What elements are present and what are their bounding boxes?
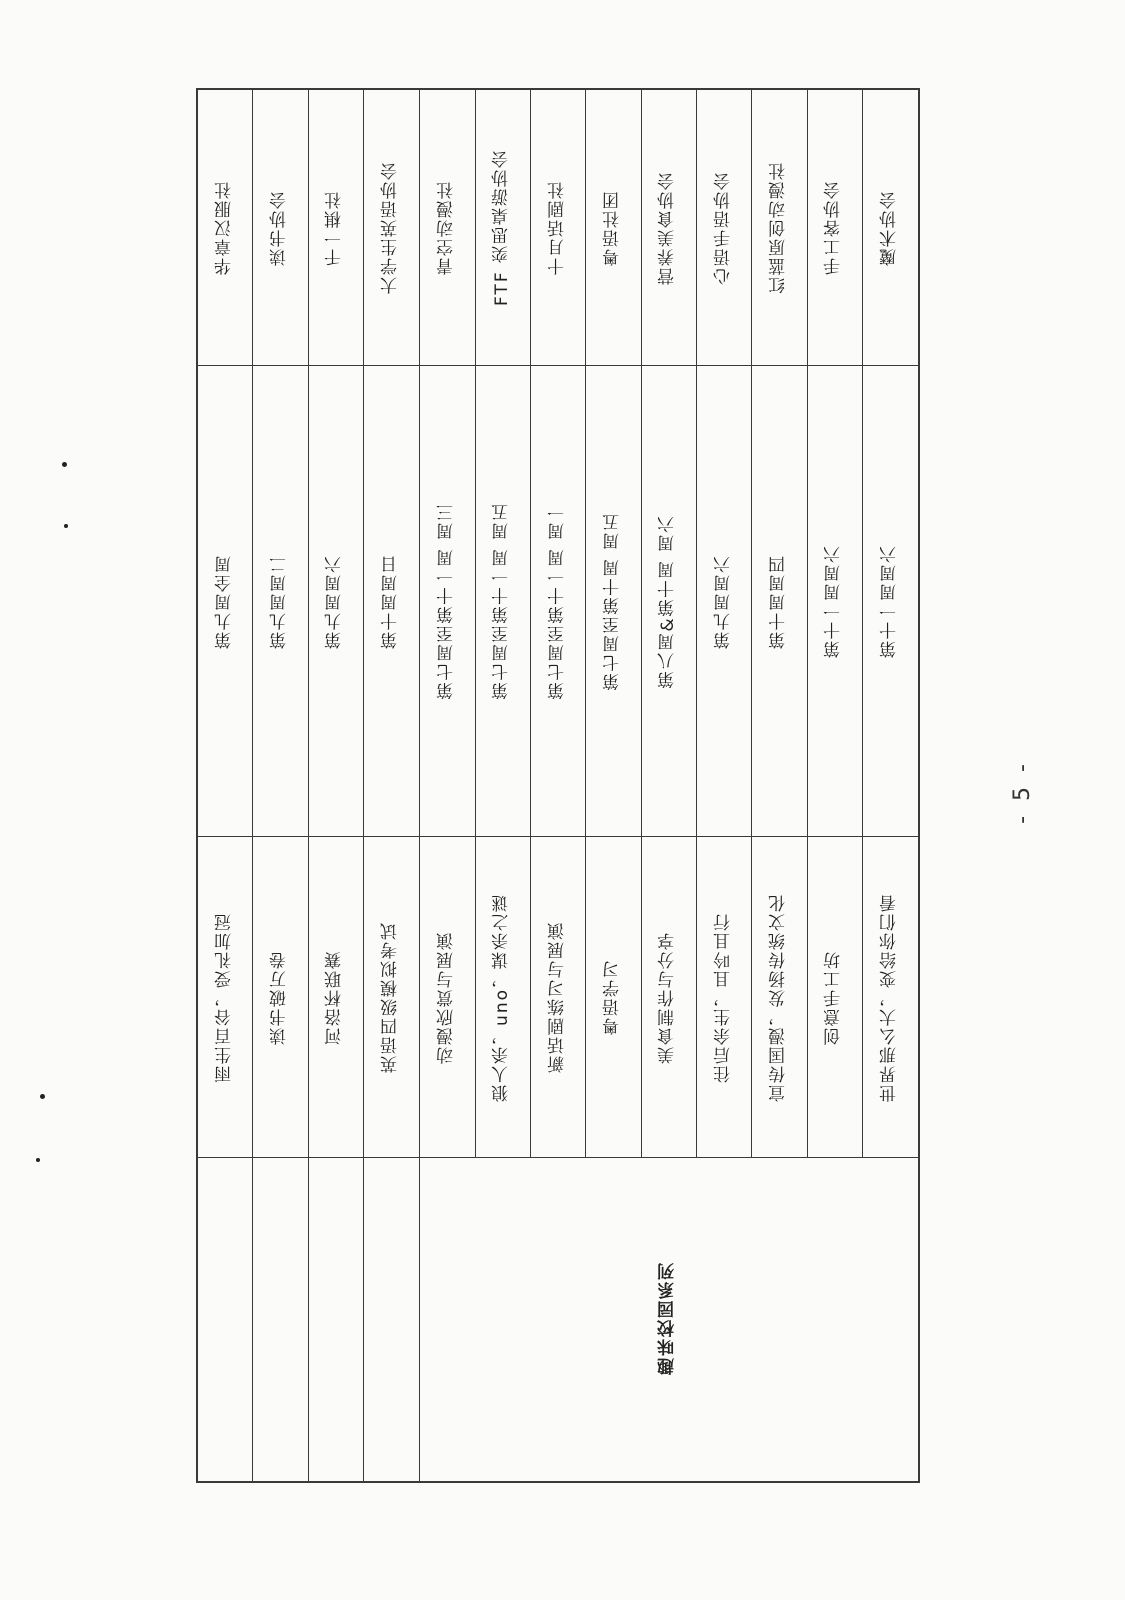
time-text: 第九周周二 bbox=[269, 553, 290, 649]
activity-cell bbox=[642, 836, 696, 1157]
scan-speck bbox=[36, 1158, 40, 1162]
organizer-text: 红蓝原创动漫社 bbox=[769, 161, 790, 294]
table-column bbox=[197, 89, 253, 1482]
organizer-text: 读书协会 bbox=[269, 189, 290, 266]
organizer-cell bbox=[476, 90, 530, 365]
organizer-text: 心语手语协会 bbox=[713, 170, 734, 285]
organizer-text: 粤语社团 bbox=[602, 189, 623, 266]
category-group bbox=[419, 89, 919, 1482]
organizer-cell bbox=[863, 90, 918, 365]
organizer-cell bbox=[309, 90, 364, 365]
category-subtable-row bbox=[420, 90, 918, 1158]
time-cell bbox=[420, 365, 475, 836]
activity-text: 新话剧练习与展演 bbox=[547, 921, 568, 1073]
activity-cell bbox=[752, 836, 806, 1157]
organizer-text: 千一棋社 bbox=[325, 189, 346, 266]
time-text: 第九周周六 bbox=[713, 553, 734, 649]
category-subtable bbox=[420, 90, 918, 1481]
time-text: 第八周&第十周 周六 bbox=[658, 513, 679, 689]
organizer-text: 手工客协会 bbox=[824, 180, 845, 275]
activity-cell bbox=[697, 836, 751, 1157]
organizer-cell bbox=[531, 90, 585, 365]
scan-speck bbox=[62, 462, 67, 467]
activity-text: 粤语学习 bbox=[602, 959, 623, 1035]
organizer-text: 十月话剧社 bbox=[547, 180, 568, 275]
table-column bbox=[364, 89, 420, 1482]
table-column bbox=[863, 90, 918, 1158]
table-column bbox=[253, 89, 309, 1482]
organizer-text: 华章汉服社 bbox=[214, 180, 235, 275]
time-cell bbox=[198, 365, 252, 836]
time-text: 第七周至第十一周 周五 bbox=[492, 502, 513, 700]
activity-cell bbox=[531, 836, 585, 1157]
activity-text: 美食制作与分享 bbox=[658, 930, 679, 1064]
page-number: - 5 - bbox=[1010, 760, 1035, 824]
organizer-cell bbox=[752, 90, 806, 365]
organizer-text: 营养美食协会 bbox=[658, 170, 679, 285]
organizer-cell bbox=[808, 90, 862, 365]
time-cell bbox=[531, 365, 585, 836]
table-column bbox=[475, 90, 530, 1158]
table-column bbox=[697, 90, 752, 1158]
scan-speck bbox=[40, 1094, 45, 1099]
activity-text: 狼人杀，uno，谋杀之谜 bbox=[492, 892, 513, 1102]
activity-cell bbox=[198, 836, 252, 1157]
organizer-text: 大学生英语协会 bbox=[380, 161, 401, 294]
activity-cell bbox=[253, 836, 308, 1157]
table-column bbox=[420, 90, 475, 1158]
scan-speck bbox=[64, 524, 68, 528]
time-cell bbox=[586, 365, 640, 836]
organizer-text: 魔术协会 bbox=[880, 189, 901, 266]
activity-cell bbox=[420, 836, 475, 1157]
activity-cell bbox=[863, 836, 918, 1157]
organizer-cell bbox=[253, 90, 308, 365]
time-text: 第十一周周六 bbox=[824, 544, 845, 658]
category-cell-empty bbox=[198, 1157, 252, 1481]
category-cell-empty bbox=[253, 1157, 308, 1481]
activity-text: 世界那么大，变给你们看 bbox=[880, 892, 901, 1102]
table-column bbox=[807, 90, 862, 1158]
activity-text: 雨生百谷，受礼加冠 bbox=[214, 911, 235, 1083]
organizer-text: 青空动漫社 bbox=[436, 180, 457, 275]
organizer-text: FTF 奕思桌游协会 bbox=[492, 148, 513, 307]
table-column bbox=[530, 90, 585, 1158]
time-text: 第七周至第十一周 周一 bbox=[547, 502, 568, 700]
organizer-cell bbox=[420, 90, 475, 365]
time-text: 第七周至第十周 周五 bbox=[602, 511, 623, 691]
time-text: 第十一周周六 bbox=[880, 544, 901, 658]
activity-cell bbox=[808, 836, 862, 1157]
organizer-cell bbox=[364, 90, 419, 365]
activity-text: 河洛杯联赛 bbox=[325, 949, 346, 1045]
time-cell bbox=[476, 365, 530, 836]
activity-text: 动漫欣赏与展演 bbox=[436, 930, 457, 1064]
time-cell bbox=[752, 365, 806, 836]
activity-cell bbox=[309, 836, 364, 1157]
activity-table bbox=[196, 88, 920, 1483]
table-column bbox=[752, 90, 807, 1158]
time-text: 第十周周四 bbox=[769, 553, 790, 649]
time-text: 第七周至第十一周 周三 bbox=[436, 502, 457, 700]
time-cell bbox=[253, 365, 308, 836]
time-cell bbox=[364, 365, 419, 836]
organizer-cell bbox=[586, 90, 640, 365]
table-column bbox=[308, 89, 364, 1482]
activity-cell bbox=[586, 836, 640, 1157]
time-cell bbox=[863, 365, 918, 836]
activity-text: 宣传国漫，发扬传统文化 bbox=[769, 892, 790, 1102]
category-cell-empty bbox=[309, 1157, 364, 1481]
activity-cell bbox=[364, 836, 419, 1157]
category-label: 趣味校园系列 bbox=[658, 1260, 679, 1375]
category-label-cell bbox=[420, 1158, 918, 1482]
time-cell bbox=[309, 365, 364, 836]
time-cell bbox=[697, 365, 751, 836]
table-column bbox=[641, 90, 696, 1158]
time-text: 第九周周六 bbox=[325, 553, 346, 649]
table-column bbox=[586, 90, 641, 1158]
time-cell bbox=[808, 365, 862, 836]
organizer-cell bbox=[697, 90, 751, 365]
organizer-cell bbox=[642, 90, 696, 365]
category-cell-empty bbox=[364, 1157, 419, 1481]
category-label-row bbox=[420, 1158, 918, 1482]
time-text: 第九周全周 bbox=[214, 553, 235, 649]
time-text: 第十周周日 bbox=[380, 553, 401, 649]
time-cell bbox=[642, 365, 696, 836]
organizer-cell bbox=[198, 90, 252, 365]
activity-text: 创意手工坊 bbox=[824, 949, 845, 1045]
activity-cell bbox=[476, 836, 530, 1157]
activity-text: 英语四级模拟考试 bbox=[380, 921, 401, 1073]
activity-text: 往后余生，且吟且行 bbox=[713, 911, 734, 1083]
table-body-row bbox=[197, 89, 919, 1482]
activity-text: 读书破万卷 bbox=[269, 949, 290, 1045]
